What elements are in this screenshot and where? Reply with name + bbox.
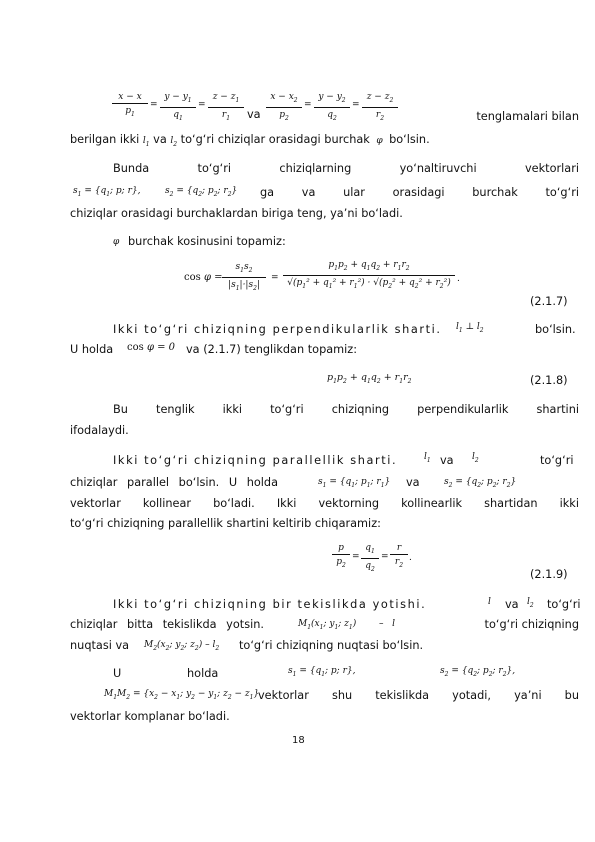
fraction-z-r1: $\frac{z - z_1}{r_1}$ [208, 92, 244, 124]
fraction-x-p1: $\frac{x - x}{p_1}$ [112, 92, 148, 120]
symbol-l1: $l_1$ [142, 136, 150, 148]
dash-l: – l [379, 619, 395, 629]
fraction-y-q2: $\frac{y - y_2}{q_2}$ [314, 92, 350, 124]
equals-sign: = [271, 273, 279, 283]
fraction-q1-q2: $\frac{q_1}{q_2}$ [361, 543, 379, 575]
point-M2: $M_2(x_2$; $y_2$; $z_2) - l_2$ [144, 640, 220, 652]
p5-line1: Bu tenglik ikki to‘g‘ri chiziqning perpendikularlik shartini [113, 403, 579, 416]
fraction-y-q1: $\frac{y - y_1}{q_1}$ [160, 92, 196, 124]
perpendicularity-title: Ikki to‘g‘ri chiziqning perpendikularlik sharti. [113, 323, 442, 336]
p8-holda: holda [187, 667, 219, 680]
fraction-x-p2: $\frac{x - x_2}{p_2}$ [266, 92, 302, 124]
period: . [409, 553, 412, 563]
coplanarity-title: Ikki to‘g‘ri chiziqning bir tekislikda yotishi. [113, 598, 427, 611]
vector-M1M2: $M_1M_2 = \{x_2 - x_1$; $y_2 - y_1$; $z_2 - z_1$} [104, 689, 260, 701]
p6-va: va [440, 454, 454, 467]
p6-line3: vektorlar kollinear bo‘ladi. Ikki vektorning kollinearlik shartidan ikki [70, 497, 579, 510]
p8-line3: vektorlar komplanar bo‘ladi. [70, 710, 230, 723]
parallelism-title: Ikki to‘g‘ri chiziqning parallellik sharti. [113, 454, 398, 467]
equation-number-2-1-9: (2.1.9) [530, 568, 568, 581]
p7-tg: to‘g‘ri [547, 598, 581, 611]
symbol-phi: φ [373, 136, 386, 146]
symbol-l2: $l_2$ [527, 597, 534, 609]
p7-line3b: to‘g‘ri chiziqning nuqtasi bo‘lsin. [239, 639, 424, 652]
symbol-l2: $l_2$ [472, 452, 479, 464]
equals-sign: = [352, 552, 360, 562]
perpendicular-condition: $p_1p_2 + q_1q_2 + r_1r_2$ [327, 372, 412, 385]
equals-sign: = [150, 100, 158, 110]
fraction-r1-r2: $\frac{r}{r_2}$ [390, 543, 408, 571]
cos-phi-zero: cos φ = 0 [127, 342, 176, 353]
symbol-l1: $l_1$ [424, 452, 431, 464]
p4-line2a: U holda [70, 343, 114, 356]
p6-line4: to‘g‘ri chiziqning parallellik shartini keltirib chiqaramiz: [70, 517, 381, 530]
vector-s1: $s_1 = \{q_1$; p; r}, [288, 666, 356, 678]
vector-s1: $s_1 = \{q_1$; p; r}, [73, 186, 141, 198]
fraction-p1-p2: $\frac{p}{p_2}$ [332, 543, 350, 571]
p6-line2a: chiziqlar parallel bo‘lsin. U holda [70, 476, 279, 489]
cos-phi: cos φ = [184, 272, 223, 283]
equals-sign: = [352, 100, 360, 110]
period: . [457, 274, 460, 284]
equation-number-2-1-7: (2.1.7) [530, 295, 568, 308]
symbol-l2: $l_2$ [170, 136, 178, 148]
equals-sign: = [381, 552, 389, 562]
line2: berilgan ikki $l_1$ va $l_2$ to‘g‘ri chiziqlar orasidagi burchak φ bo‘lsin. [70, 133, 430, 148]
p8-u: U [113, 667, 122, 680]
point-M1: $M_1(x_1$; $y_1$; $z_1$) [298, 619, 357, 631]
fraction-s1s2: $\frac{s_1s_2}{|s_1|\cdot|s_2|}$ [222, 262, 266, 294]
equals-sign: = [304, 100, 312, 110]
fraction-cos-expanded: $\frac{p_1p_2 + q_1q_2 + r_1r_2}{√(p_1^2 + q_1^2 + r_1^2) \cdot √(p_2^2 + q_2^2 + r_2^2)}$ [283, 260, 455, 292]
equation-number-2-1-8: (2.1.8) [530, 374, 568, 387]
conjunction-va: va [247, 108, 261, 121]
fraction-z-r2: $\frac{z - z_2}{r_2}$ [362, 92, 398, 124]
p8-line2: vektorlar shu tekislikda yotadi, ya’ni bu [258, 689, 579, 702]
symbol-l: l [488, 597, 491, 607]
p5-line2: ifodalaydi. [70, 424, 129, 437]
equals-sign: = [198, 100, 206, 110]
p4-line2b: va (2.1.7) tenglikdan topamiz: [186, 343, 358, 356]
p2-line3: chiziqlar orasidagi burchaklardan biriga teng, ya’ni bo‘ladi. [70, 207, 403, 220]
vector-s2: $s_2 = \{q_2$; $p_2$; $r_2$} [444, 477, 517, 489]
vector-s2: $s_2 = \{q_2$; $p_2$; $r_2$} [165, 186, 238, 198]
p3-text: burchak kosinusini topamiz: [128, 235, 286, 248]
vector-s1: $s_1 = \{q_1$; $p_1$; $r_1$} [318, 477, 391, 489]
p6-tg: to‘g‘ri [540, 454, 574, 467]
p7-line2b: to‘g‘ri chiziqning [484, 618, 579, 631]
page-number: 18 [292, 735, 305, 746]
symbol-phi: φ [113, 237, 120, 247]
p4-tail: bo‘lsin. [535, 323, 576, 336]
line1-tail: tenglamalari bilan [476, 110, 579, 123]
p7-line3a: nuqtasi va [70, 639, 130, 652]
symbol-l1-perp-l2: $l_1$ ⊥ $l_2$ [456, 322, 484, 334]
p7-va: va [505, 598, 519, 611]
p7-line2a: chiziqlar bitta tekislikda yotsin. [70, 618, 264, 631]
vector-s2: $s_2 = \{q_2$; $p_2$; $r_2$}, [440, 666, 516, 678]
p6-va2: va [406, 476, 420, 489]
p2-line1: Bunda to‘g‘ri chiziqlarning yo‘naltiruvchi vektorlari [113, 162, 579, 175]
